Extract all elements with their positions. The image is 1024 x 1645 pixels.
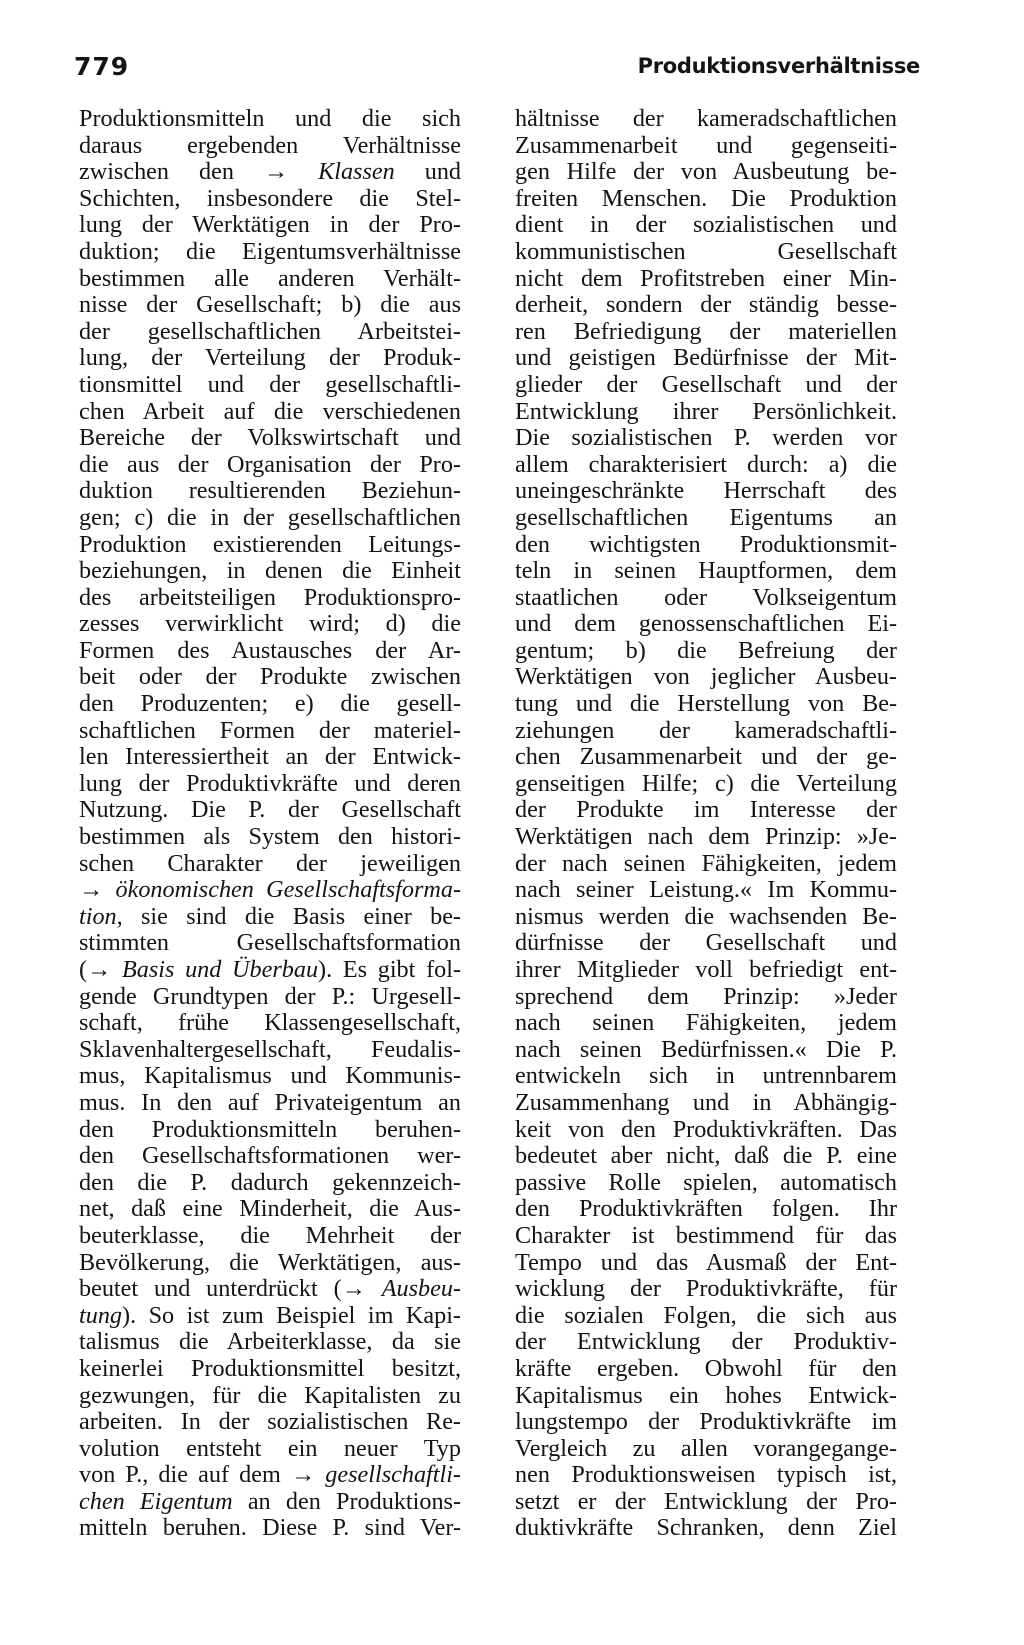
text-line bbox=[79, 425, 461, 452]
text-line bbox=[79, 1223, 461, 1250]
text-line bbox=[79, 664, 461, 691]
text-line bbox=[79, 1383, 461, 1410]
text-line bbox=[79, 133, 461, 160]
text-run: und bbox=[394, 158, 461, 186]
text-run: gende Grundtypen der P.: Urgesell- bbox=[79, 982, 461, 1010]
text-line bbox=[79, 797, 461, 824]
italic-term: gesellschaftli- bbox=[325, 1461, 461, 1489]
text-run: stimmten Gesellschaftsformation bbox=[79, 929, 461, 957]
text-run: lung der Werktätigen in der Pro- bbox=[79, 211, 461, 239]
text-run: kräfte ergeben. Obwohl für den bbox=[515, 1354, 897, 1382]
text-line bbox=[515, 133, 897, 160]
text-run: der nach seinen Fähigkeiten, jedem bbox=[515, 849, 897, 877]
text-run: hältnisse der kameradschaftlichen bbox=[515, 105, 897, 132]
text-run: Vergleich zu allen vorangegange- bbox=[515, 1434, 897, 1462]
text-run: nach seinen Fähigkeiten, jedem bbox=[515, 1009, 897, 1037]
text-run: schen Charakter der jeweiligen bbox=[79, 849, 461, 877]
text-line bbox=[79, 186, 461, 213]
text-run: Werktätigen nach dem Prinzip: »Je- bbox=[515, 823, 897, 851]
text-run: ). So ist zum Beispiel im Kapi- bbox=[122, 1301, 461, 1329]
text-line bbox=[79, 1250, 461, 1277]
italic-term: tion, bbox=[79, 902, 123, 930]
text-line bbox=[515, 1010, 897, 1037]
text-run: wicklung der Produktivkräfte, für bbox=[515, 1275, 897, 1303]
text-run: ihrer Mitglieder voll befriedigt ent- bbox=[515, 956, 897, 983]
text-run: mitteln beruhen. Diese P. sind Ver- bbox=[79, 1514, 461, 1542]
text-line bbox=[515, 532, 897, 559]
italic-term: tung bbox=[79, 1301, 123, 1329]
text-run: gen; c) die in der gesellschaftlichen bbox=[79, 503, 461, 531]
text-run: nisse der Gesellschaft; b) die aus bbox=[79, 291, 461, 319]
text-line bbox=[79, 1515, 461, 1542]
text-run: und geistigen Bedürfnisse der Mit- bbox=[515, 344, 897, 372]
text-run: dürfnisse der Gesellschaft und bbox=[515, 929, 897, 957]
text-line bbox=[515, 266, 897, 293]
text-run: len Interessiertheit an der Entwick- bbox=[79, 743, 461, 771]
text-line bbox=[79, 266, 461, 293]
text-line bbox=[515, 186, 897, 213]
text-line bbox=[515, 239, 897, 266]
text-run: chen Arbeit auf die verschiedenen bbox=[79, 397, 461, 425]
text-run: genseitigen Hilfe; c) die Verteilung bbox=[515, 769, 897, 797]
text-run: den Gesellschaftsformationen wer- bbox=[79, 1142, 461, 1170]
text-run: die sozialen Folgen, die sich aus bbox=[515, 1301, 897, 1329]
text-line bbox=[515, 638, 897, 665]
text-run: duktivkräfte Schranken, denn Ziel bbox=[515, 1514, 897, 1542]
text-run: den Produktionsmitteln beruhen- bbox=[79, 1115, 461, 1143]
text-line bbox=[79, 372, 461, 399]
text-line bbox=[79, 345, 461, 372]
text-line bbox=[79, 1143, 461, 1170]
text-line bbox=[515, 1329, 897, 1356]
text-run: ). Es gibt fol- bbox=[318, 956, 461, 983]
text-run: tionsmittel und der gesellschaftli- bbox=[79, 370, 461, 398]
text-run: den Produzenten; e) die gesell- bbox=[79, 690, 461, 718]
text-run: den Produktivkräften folgen. Ihr bbox=[515, 1195, 897, 1223]
text-run: dient in der sozialistischen und bbox=[515, 211, 897, 239]
text-line bbox=[79, 478, 461, 505]
text-line bbox=[515, 984, 897, 1011]
text-run: net, daß eine Minderheit, die Aus- bbox=[79, 1195, 461, 1223]
running-head: Produktionsverhältnisse bbox=[637, 54, 920, 78]
text-line bbox=[79, 1037, 461, 1064]
text-run: gen Hilfe der von Ausbeutung be- bbox=[515, 158, 897, 186]
text-line bbox=[79, 1489, 461, 1516]
text-run: setzt er der Entwicklung der Pro- bbox=[515, 1487, 897, 1515]
text-run: chen Zusammenarbeit und der ge- bbox=[515, 743, 897, 771]
page-number: 779 bbox=[74, 52, 130, 81]
text-run: duktion resultierenden Beziehun- bbox=[79, 477, 461, 505]
text-run: staatlichen oder Volkseigentum bbox=[515, 583, 897, 611]
text-line bbox=[79, 558, 461, 585]
text-run: Sklavenhaltergesellschaft, Feudalis- bbox=[79, 1035, 461, 1063]
text-line bbox=[515, 1250, 897, 1277]
text-line bbox=[515, 1462, 897, 1489]
text-run: beit oder der Produkte zwischen bbox=[79, 663, 461, 691]
text-run: Bereiche der Volkswirtschaft und bbox=[79, 424, 461, 452]
text-line bbox=[79, 585, 461, 612]
text-line bbox=[79, 532, 461, 559]
text-run: an den Produktions- bbox=[232, 1487, 462, 1515]
text-run: keinerlei Produktionsmittel besitzt, bbox=[79, 1354, 461, 1382]
text-run: Formen des Austausches der Ar- bbox=[79, 636, 461, 664]
text-line bbox=[515, 505, 897, 532]
text-line bbox=[79, 877, 461, 904]
text-line bbox=[79, 1196, 461, 1223]
text-line bbox=[79, 292, 461, 319]
text-run: den die P. dadurch gekennzeich- bbox=[79, 1168, 461, 1196]
text-line bbox=[79, 771, 461, 798]
text-run: bestimmen als System den histori- bbox=[79, 823, 461, 851]
text-run: glieder der Gesellschaft und der bbox=[515, 370, 897, 398]
text-run: nicht dem Profitstreben einer Min- bbox=[515, 264, 897, 292]
text-run: bedeutet aber nicht, daß die P. eine bbox=[515, 1142, 897, 1170]
text-line bbox=[79, 1462, 461, 1489]
italic-term: Klassen bbox=[318, 158, 395, 186]
text-line bbox=[79, 106, 461, 133]
text-line bbox=[515, 904, 897, 931]
text-run: nen Produktionsweisen typisch ist, bbox=[515, 1461, 897, 1489]
text-line bbox=[79, 1329, 461, 1356]
text-line bbox=[79, 1117, 461, 1144]
text-run: den wichtigsten Produktionsmit- bbox=[515, 530, 897, 558]
text-line bbox=[79, 1303, 461, 1330]
text-line bbox=[79, 452, 461, 479]
text-run: Nutzung. Die P. der Gesellschaft bbox=[79, 796, 461, 824]
text-run: Charakter ist bestimmend für das bbox=[515, 1221, 897, 1249]
text-line bbox=[515, 1037, 897, 1064]
text-line bbox=[515, 159, 897, 186]
text-line bbox=[515, 452, 897, 479]
text-run: (→ bbox=[79, 956, 122, 983]
text-line bbox=[515, 1196, 897, 1223]
text-run: kommunistischen Gesellschaft bbox=[515, 237, 897, 265]
right-column bbox=[515, 106, 897, 1542]
text-line bbox=[79, 851, 461, 878]
text-line bbox=[79, 1436, 461, 1463]
text-run: passive Rolle spielen, automatisch bbox=[515, 1168, 897, 1196]
text-run: die aus der Organisation der Pro- bbox=[79, 450, 461, 478]
text-line bbox=[515, 824, 897, 851]
text-line bbox=[515, 957, 897, 984]
text-line bbox=[79, 159, 461, 186]
text-run: Werktätigen von jeglicher Ausbeu- bbox=[515, 663, 897, 691]
text-line bbox=[515, 611, 897, 638]
text-line bbox=[79, 1276, 461, 1303]
text-line bbox=[515, 1303, 897, 1330]
text-line bbox=[515, 399, 897, 426]
text-run: → bbox=[79, 876, 116, 904]
text-run: schaft, frühe Klassengesellschaft, bbox=[79, 1009, 461, 1037]
text-run: Entwicklung ihrer Persönlichkeit. bbox=[515, 397, 897, 425]
left-column bbox=[79, 106, 461, 1542]
text-line bbox=[79, 1090, 461, 1117]
text-line bbox=[515, 425, 897, 452]
text-line bbox=[79, 744, 461, 771]
text-run: Produktion existierenden Leitungs- bbox=[79, 530, 461, 558]
text-run: allem charakterisiert durch: a) die bbox=[515, 450, 897, 478]
text-line bbox=[515, 1276, 897, 1303]
text-run: Bevölkerung, die Werktätigen, aus- bbox=[79, 1248, 461, 1276]
text-line bbox=[515, 1436, 897, 1463]
text-run: daraus ergebenden Verhältnisse bbox=[79, 131, 461, 159]
text-line bbox=[79, 1010, 461, 1037]
text-line bbox=[79, 691, 461, 718]
text-line bbox=[515, 1383, 897, 1410]
text-run: der Entwicklung der Produktiv- bbox=[515, 1328, 897, 1356]
text-run: und dem genossenschaftlichen Ei- bbox=[515, 610, 897, 638]
text-line bbox=[515, 558, 897, 585]
text-run: der Produkte im Interesse der bbox=[515, 796, 897, 824]
text-line bbox=[79, 239, 461, 266]
text-line bbox=[515, 345, 897, 372]
text-run: beutet und unterdrückt (→ bbox=[79, 1275, 382, 1303]
text-line bbox=[515, 1489, 897, 1516]
text-line bbox=[515, 1356, 897, 1383]
text-line bbox=[515, 1143, 897, 1170]
text-line bbox=[515, 664, 897, 691]
text-run: des arbeitsteiligen Produktionspro- bbox=[79, 583, 461, 611]
text-run: sie sind die Basis einer be- bbox=[122, 902, 461, 930]
text-run: talismus die Arbeiterklasse, da sie bbox=[79, 1328, 461, 1356]
text-run: bestimmen alle anderen Verhält- bbox=[79, 264, 461, 292]
text-line bbox=[515, 877, 897, 904]
text-run: freiten Menschen. Die Produktion bbox=[515, 184, 897, 212]
text-line bbox=[515, 771, 897, 798]
text-run: lungstempo der Produktivkräfte im bbox=[515, 1408, 897, 1436]
text-run: ren Befriedigung der materiellen bbox=[515, 317, 897, 345]
text-line bbox=[79, 319, 461, 346]
text-run: nach seiner Leistung.« Im Kommu- bbox=[515, 876, 897, 904]
text-line bbox=[515, 718, 897, 745]
text-run: zwischen den → bbox=[79, 158, 319, 186]
text-run: arbeiten. In der sozialistischen Re- bbox=[79, 1408, 461, 1436]
text-line bbox=[515, 1063, 897, 1090]
text-run: mus. In den auf Privateigentum an bbox=[79, 1088, 461, 1116]
text-line bbox=[515, 1117, 897, 1144]
text-line bbox=[515, 1090, 897, 1117]
text-line bbox=[79, 1356, 461, 1383]
text-run: Tempo und das Ausmaß der Ent- bbox=[515, 1248, 897, 1276]
text-run: schaftlichen Formen der materiel- bbox=[79, 716, 461, 744]
text-line bbox=[79, 718, 461, 745]
text-line bbox=[515, 930, 897, 957]
text-run: beuterklasse, die Mehrheit der bbox=[79, 1221, 461, 1249]
text-line bbox=[79, 1170, 461, 1197]
text-run: zesses verwirklicht wird; d) die bbox=[79, 610, 461, 638]
text-line bbox=[515, 1170, 897, 1197]
text-run: Zusammenarbeit und gegenseiti- bbox=[515, 131, 897, 159]
text-line bbox=[79, 505, 461, 532]
text-line bbox=[79, 1409, 461, 1436]
text-line bbox=[515, 1223, 897, 1250]
text-run: lung der Produktivkräfte und deren bbox=[79, 769, 461, 797]
text-run: lung, der Verteilung der Produk- bbox=[79, 344, 461, 372]
text-run: nach seinen Bedürfnissen.« Die P. bbox=[515, 1035, 897, 1063]
text-run: derheit, sondern der ständig besse- bbox=[515, 291, 897, 319]
text-line bbox=[79, 1063, 461, 1090]
text-line bbox=[515, 797, 897, 824]
text-line bbox=[79, 212, 461, 239]
text-run: gesellschaftlichen Eigentums an bbox=[515, 503, 897, 531]
text-run: Produktionsmitteln und die sich bbox=[79, 105, 461, 132]
text-line bbox=[515, 851, 897, 878]
text-run: teln in seinen Hauptformen, dem bbox=[515, 557, 897, 585]
text-run: beziehungen, in denen die Einheit bbox=[79, 557, 461, 585]
text-run: uneingeschränkte Herrschaft des bbox=[515, 477, 897, 505]
text-run: sprechend dem Prinzip: »Jeder bbox=[515, 982, 897, 1010]
text-line bbox=[79, 611, 461, 638]
text-run: Die sozialistischen P. werden vor bbox=[515, 424, 897, 452]
text-line bbox=[79, 904, 461, 931]
italic-term: ökonomischen Gesellschaftsforma- bbox=[115, 876, 461, 904]
text-line bbox=[79, 957, 461, 984]
text-run: von P., die auf dem → bbox=[79, 1461, 326, 1489]
italic-term: Basis und Überbau bbox=[121, 956, 319, 983]
text-line bbox=[79, 930, 461, 957]
text-line bbox=[515, 1515, 897, 1542]
text-line bbox=[515, 372, 897, 399]
text-line bbox=[515, 1409, 897, 1436]
text-line bbox=[515, 319, 897, 346]
text-run: der gesellschaftlichen Arbeitstei- bbox=[79, 317, 461, 345]
text-line bbox=[515, 744, 897, 771]
text-run: keit von den Produktivkräften. Das bbox=[515, 1115, 897, 1143]
text-run: Kapitalismus ein hohes Entwick- bbox=[515, 1381, 897, 1409]
text-run: Schichten, insbesondere die Stel- bbox=[79, 184, 461, 212]
text-line bbox=[515, 212, 897, 239]
text-line bbox=[515, 106, 897, 133]
text-run: Zusammenhang und in Abhängig- bbox=[515, 1088, 897, 1116]
text-line bbox=[515, 292, 897, 319]
text-run: ziehungen der kameradschaftli- bbox=[515, 716, 897, 744]
italic-term: Ausbeu- bbox=[381, 1275, 461, 1303]
text-run: nismus werden die wachsenden Be- bbox=[515, 902, 897, 930]
text-run: entwickeln sich in untrennbarem bbox=[515, 1062, 897, 1090]
text-line bbox=[79, 984, 461, 1011]
text-line bbox=[515, 478, 897, 505]
text-line bbox=[79, 638, 461, 665]
text-run: gentum; b) die Befreiung der bbox=[515, 636, 897, 664]
text-line bbox=[79, 824, 461, 851]
text-line bbox=[515, 585, 897, 612]
text-line bbox=[79, 399, 461, 426]
text-run: volution entsteht ein neuer Typ bbox=[79, 1434, 461, 1462]
text-line bbox=[515, 691, 897, 718]
italic-term: chen Eigentum bbox=[79, 1487, 233, 1515]
text-run: tung und die Herstellung von Be- bbox=[515, 690, 897, 718]
text-run: duktion; die Eigentumsverhältnisse bbox=[79, 237, 461, 265]
text-run: gezwungen, für die Kapitalisten zu bbox=[79, 1381, 461, 1409]
text-run: mus, Kapitalismus und Kommunis- bbox=[79, 1062, 461, 1090]
